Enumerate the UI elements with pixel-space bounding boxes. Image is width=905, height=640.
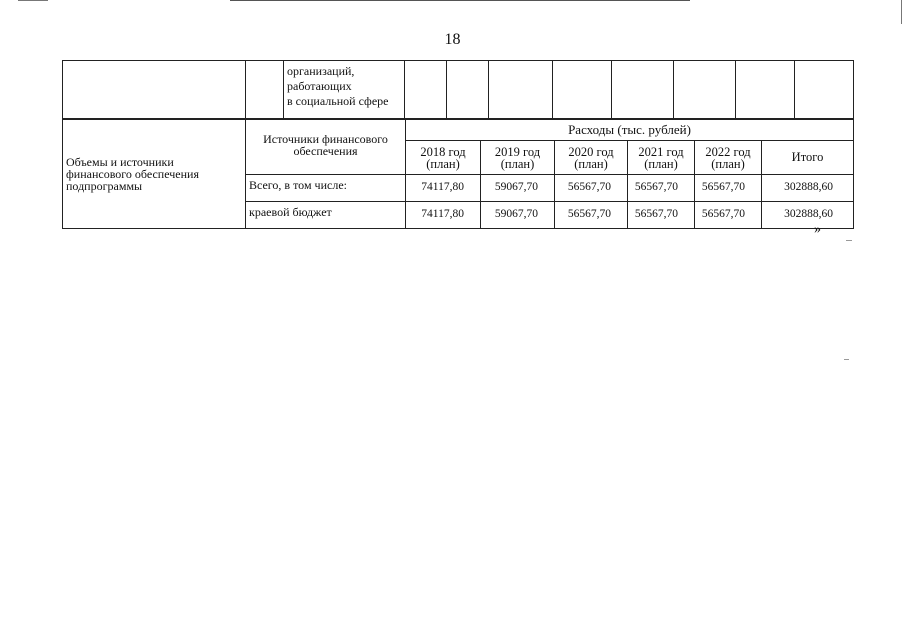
- label-line: Объемы и источники: [66, 154, 174, 169]
- scan-edge-right: [901, 0, 902, 24]
- continuation-line: работающих: [287, 79, 352, 93]
- year-header-2019: [481, 141, 555, 175]
- empty-cell: [246, 61, 284, 120]
- empty-cell: [612, 61, 674, 120]
- empty-cell: [736, 61, 795, 120]
- value-cell: 56567,70: [695, 175, 762, 202]
- year-header-2021: [628, 141, 695, 175]
- label-line: подпрограммы: [66, 178, 143, 193]
- page-number: 18: [444, 31, 461, 48]
- header-row-1: [63, 119, 854, 141]
- sources-header: [246, 119, 406, 175]
- source-cell: Всего, в том числе:: [246, 175, 406, 202]
- empty-cell: [405, 61, 447, 120]
- empty-cell: [795, 61, 854, 120]
- continuation-table: [62, 60, 854, 120]
- value-cell: 74117,80: [406, 175, 481, 202]
- year-label: 2018 год: [420, 144, 466, 159]
- continuation-line: организаций,: [287, 64, 355, 78]
- empty-cell: [447, 61, 489, 120]
- year-header-2018: [406, 141, 481, 175]
- empty-cell: [63, 61, 246, 120]
- value-cell: 59067,70: [481, 202, 555, 229]
- value-cell: 56567,70: [555, 202, 628, 229]
- year-note: (план): [574, 156, 608, 171]
- source-cell: краевой бюджет: [246, 202, 406, 229]
- year-header-2020: [555, 141, 628, 175]
- scan-edge-top: [230, 0, 690, 1]
- subprogram-funding-label: [63, 119, 246, 229]
- total-header: Итого: [762, 141, 854, 175]
- value-cell: 56567,70: [628, 202, 695, 229]
- value-cell: 56567,70: [628, 175, 695, 202]
- continuation-text-cell: [284, 61, 405, 120]
- finance-table: [62, 118, 854, 229]
- continuation-row: [63, 61, 854, 120]
- empty-cell: [553, 61, 612, 120]
- year-label: 2022 год: [705, 144, 751, 159]
- year-note: (план): [644, 156, 678, 171]
- scan-edge-corner: [18, 0, 48, 1]
- continuation-line: в социальной сфере: [287, 94, 389, 108]
- total-cell: 302888,60: [762, 202, 854, 229]
- year-header-2022: [695, 141, 762, 175]
- year-note: (план): [426, 156, 460, 171]
- value-cell: 74117,80: [406, 202, 481, 229]
- empty-cell: [489, 61, 553, 120]
- year-label: 2019 год: [494, 144, 541, 159]
- value-cell: 59067,70: [481, 175, 555, 202]
- sources-header-line: обеспечения: [293, 144, 358, 158]
- year-label: 2021 год: [638, 144, 684, 159]
- year-note: (план): [500, 156, 535, 171]
- total-cell: 302888,60: [762, 175, 854, 202]
- scan-speck: [846, 240, 852, 241]
- sources-header-line: Источники финансового: [263, 132, 388, 146]
- year-label: 2020 год: [568, 144, 614, 159]
- empty-cell: [674, 61, 736, 120]
- closing-quote: »: [814, 222, 821, 237]
- scan-speck: [844, 359, 849, 360]
- value-cell: 56567,70: [695, 202, 762, 229]
- value-cell: 56567,70: [555, 175, 628, 202]
- label-line: финансового обеспечения: [66, 166, 199, 181]
- expenses-header: Расходы (тыс. рублей): [406, 119, 854, 141]
- year-note: (план): [711, 156, 745, 171]
